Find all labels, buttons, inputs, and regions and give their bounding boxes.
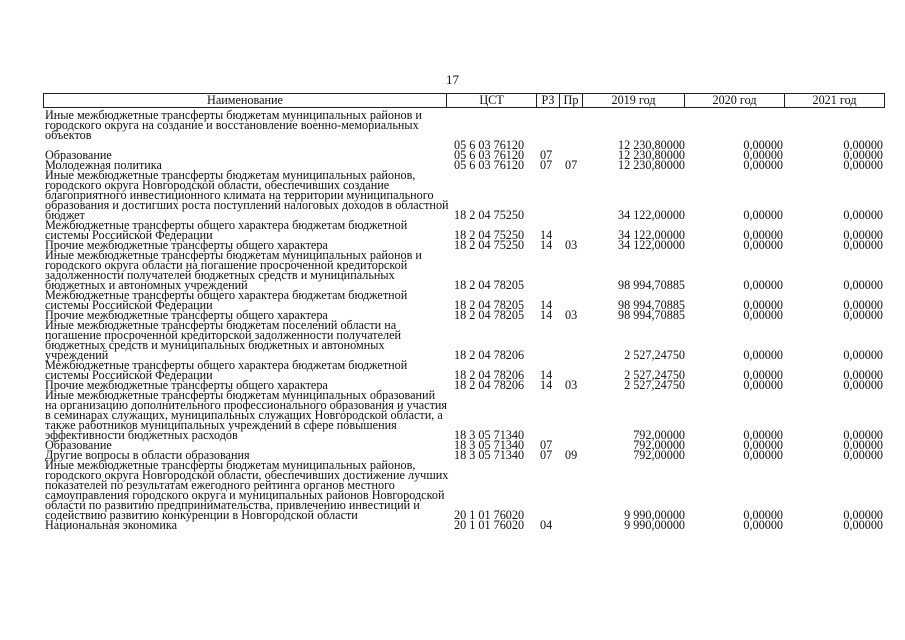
header-2020: 2020 год (685, 94, 785, 107)
row-2019: 792,00000 (633, 438, 685, 452)
row-2019: 792,00000 (633, 428, 685, 442)
row-name: Прочие межбюджетные трансферты общего характера (45, 378, 328, 392)
row-2020: 0,00000 (743, 308, 783, 322)
row-name: Межбюджетные трансферты общего характера бюджетам бюджетной системы Российской Федерации (45, 288, 408, 312)
row-cst: 05 6 03 76120 (454, 148, 525, 162)
row-2021: 0,00000 (843, 518, 883, 532)
row-2021: 0,00000 (843, 368, 883, 382)
table-body (43, 108, 885, 530)
row-rz: 14 (540, 368, 553, 382)
table-row (43, 320, 885, 360)
row-2021: 0,00000 (843, 448, 883, 462)
row-cst: 18 2 04 78206 (454, 378, 525, 392)
row-2021: 0,00000 (843, 158, 883, 172)
table-header (43, 93, 885, 108)
table-row (43, 360, 885, 380)
row-2021: 0,00000 (843, 238, 883, 252)
row-2019: 98 994,70885 (617, 278, 685, 292)
row-2021: 0,00000 (843, 308, 883, 322)
row-rz: 14 (540, 298, 553, 312)
row-2021: 0,00000 (843, 228, 883, 242)
table-row (43, 460, 885, 520)
row-name: Иные межбюджетные трансферты бюджетам муниципальных образований на организацию дополнительного профессионального образования и участия в семинарах служащих, муниципальных служащих Новгородской области, а также работников муниципальных учреждений в сфере повышения эффективности бюджетных расходов (45, 388, 448, 442)
row-2020: 0,00000 (743, 448, 783, 462)
row-2019: 12 230,80000 (617, 138, 685, 152)
row-2019: 12 230,80000 (617, 148, 685, 162)
header-rz: РЗ (537, 94, 560, 107)
budget-table (43, 93, 885, 530)
row-2021: 0,00000 (843, 378, 883, 392)
row-2020: 0,00000 (743, 158, 783, 172)
row-cst: 18 2 04 75250 (454, 238, 525, 252)
row-name: Образование (45, 148, 112, 162)
row-rz: 04 (540, 518, 553, 532)
row-cst: 18 2 04 78205 (454, 298, 525, 312)
row-cst: 18 2 04 75250 (454, 228, 525, 242)
row-2020: 0,00000 (743, 208, 783, 222)
row-2021: 0,00000 (843, 428, 883, 442)
row-2021: 0,00000 (843, 298, 883, 312)
table-row (43, 170, 885, 220)
row-rz: 14 (540, 308, 553, 322)
header-name: Наименование (44, 94, 447, 107)
row-2019: 792,00000 (633, 448, 685, 462)
row-2019: 98 994,70885 (617, 298, 685, 312)
table-row (43, 220, 885, 240)
row-rz: 07 (540, 158, 553, 172)
row-name: Молодежная политика (45, 158, 162, 172)
row-2020: 0,00000 (743, 278, 783, 292)
row-pr: 03 (565, 378, 578, 392)
row-2020: 0,00000 (743, 518, 783, 532)
row-2019: 9 990,00000 (624, 518, 685, 532)
row-2020: 0,00000 (743, 368, 783, 382)
header-2019: 2019 год (583, 94, 685, 107)
row-name: Иные межбюджетные трансферты бюджетам муниципальных районов и городского округа на создание и восстановление военно-мемориальных объектов (45, 108, 422, 142)
row-name: Национальная экономика (45, 518, 178, 532)
row-rz: 07 (540, 448, 553, 462)
row-2020: 0,00000 (743, 348, 783, 362)
row-pr: 03 (565, 238, 578, 252)
row-2019: 34 122,00000 (617, 238, 685, 252)
row-2019: 2 527,24750 (624, 348, 685, 362)
row-rz: 07 (540, 438, 553, 452)
row-name: Межбюджетные трансферты общего характера бюджетам бюджетной системы Российской Федерации (45, 358, 408, 382)
row-2020: 0,00000 (743, 378, 783, 392)
row-2020: 0,00000 (743, 438, 783, 452)
header-pr: Пр (560, 94, 583, 107)
table-row (43, 290, 885, 310)
table-row (43, 250, 885, 290)
row-2019: 34 122,00000 (617, 228, 685, 242)
row-2020: 0,00000 (743, 138, 783, 152)
row-name: Межбюджетные трансферты общего характера бюджетам бюджетной системы Российской Федерации (45, 218, 408, 242)
row-cst: 18 3 05 71340 (454, 428, 525, 442)
row-rz: 14 (540, 378, 553, 392)
row-rz: 14 (540, 228, 553, 242)
row-cst: 20 1 01 76020 (454, 518, 525, 532)
row-2019: 12 230,80000 (617, 158, 685, 172)
table-row (43, 520, 885, 530)
row-2019: 2 527,24750 (624, 378, 685, 392)
row-2021: 0,00000 (843, 148, 883, 162)
row-pr: 07 (565, 158, 578, 172)
row-name: Иные межбюджетные трансферты бюджетам муниципальных районов и городского округа области на погашение просроченной кредиторской задолженности получателей бюджетных средств и муниципальных бюджетных и автономных учреждений (45, 248, 422, 292)
row-cst: 20 1 01 76020 (454, 508, 525, 522)
row-2019: 9 990,00000 (624, 508, 685, 522)
table-row (43, 390, 885, 440)
row-2021: 0,00000 (843, 278, 883, 292)
row-rz: 14 (540, 238, 553, 252)
row-name: Иные межбюджетные трансферты бюджетам муниципальных районов, городского округа Новгородской области, обеспечивших создание благоприятного инвестиционного климата на территории муниципального образования и достигших роста поступлений налоговых доходов в областной бюджет (45, 168, 449, 222)
row-cst: 18 2 04 78206 (454, 368, 525, 382)
row-2020: 0,00000 (743, 228, 783, 242)
row-name: Иные межбюджетные трансферты бюджетам поселений области на погашение просроченной кредиторской задолженности получателей бюджетных средств и муниципальных бюджетных и автономных учреждений (45, 318, 402, 362)
row-2020: 0,00000 (743, 428, 783, 442)
row-cst: 05 6 03 76120 (454, 138, 525, 152)
row-2020: 0,00000 (743, 298, 783, 312)
row-name: Образование (45, 438, 112, 452)
row-cst: 05 6 03 76120 (454, 158, 525, 172)
row-cst: 18 2 04 78205 (454, 278, 525, 292)
row-2020: 0,00000 (743, 508, 783, 522)
row-2021: 0,00000 (843, 208, 883, 222)
row-name: Иные межбюджетные трансферты бюджетам муниципальных районов, городского округа Новгородской области, обеспечивших достижение лучших показателей по результатам ежегодного рейтинга органов местного самоуправления городского округа и муниципальных районов Новгородской области по развитию предпринимательства, привлечению инвестиций и содействию развитию конкуренции в Новгородской области (45, 458, 449, 522)
row-2019: 34 122,00000 (617, 208, 685, 222)
row-2019: 98 994,70885 (617, 308, 685, 322)
row-cst: 18 3 05 71340 (454, 438, 525, 452)
row-cst: 18 2 04 78206 (454, 348, 525, 362)
row-rz: 07 (540, 148, 553, 162)
row-name: Прочие межбюджетные трансферты общего характера (45, 238, 328, 252)
row-2021: 0,00000 (843, 138, 883, 152)
row-name: Прочие межбюджетные трансферты общего характера (45, 308, 328, 322)
header-cst: ЦСТ (447, 94, 537, 107)
row-cst: 18 2 04 75250 (454, 208, 525, 222)
row-pr: 03 (565, 308, 578, 322)
row-2021: 0,00000 (843, 508, 883, 522)
row-cst: 18 2 04 78205 (454, 308, 525, 322)
row-2021: 0,00000 (843, 348, 883, 362)
row-cst: 18 3 05 71340 (454, 448, 525, 462)
row-pr: 09 (565, 448, 578, 462)
row-2019: 2 527,24750 (624, 368, 685, 382)
row-name: Другие вопросы в области образования (45, 448, 250, 462)
table-row (43, 110, 885, 140)
row-2020: 0,00000 (743, 238, 783, 252)
header-2021: 2021 год (812, 93, 857, 107)
page-number: 17 (446, 72, 459, 87)
row-2020: 0,00000 (743, 148, 783, 162)
row-2021: 0,00000 (843, 438, 883, 452)
